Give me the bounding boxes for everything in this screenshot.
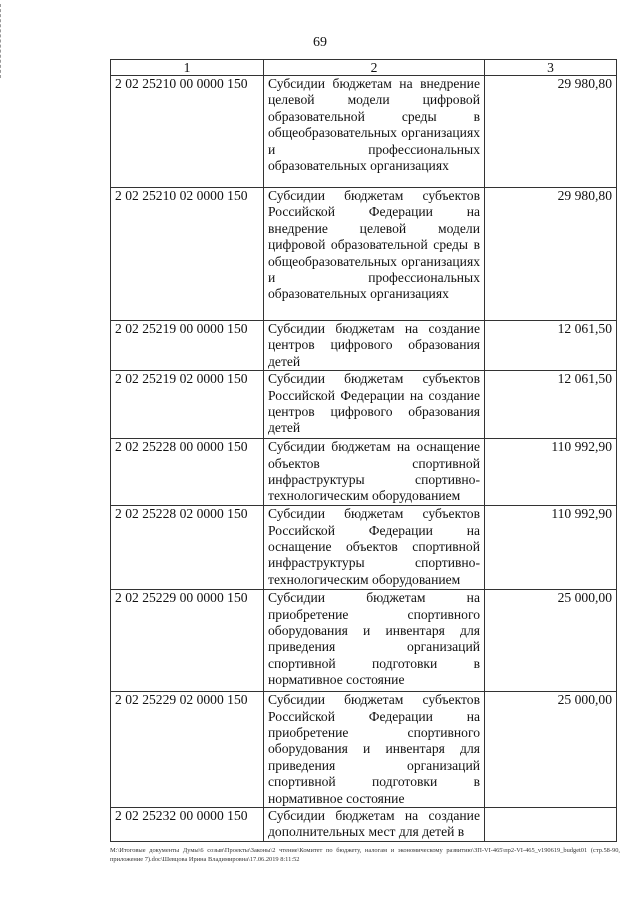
row-description: Субсидии бюджетам субъектов Российской Федерации на приобретение спортивного оборудования и инвентаря для приведения организаций спортивной подготовки в нормативное состояние: [264, 692, 485, 808]
row-code: 2 02 25210 00 0000 150: [111, 76, 264, 188]
row-description: Субсидии бюджетам субъектов Российской Федерации на создание центров цифрового образования детей: [264, 371, 485, 439]
table-row: [111, 692, 617, 808]
row-amount: 25 000,00: [485, 590, 617, 692]
row-code: 2 02 25228 00 0000 150: [111, 439, 264, 506]
row-description: Субсидии бюджетам на приобретение спортивного оборудования и инвентаря для приведения организаций спортивной подготовки в нормативное состояние: [264, 590, 485, 692]
row-code: 2 02 25219 02 0000 150: [111, 371, 264, 439]
table-row: [111, 506, 617, 590]
page-number: 69: [313, 35, 327, 50]
column-header-amount: 3: [485, 60, 617, 76]
row-code: 2 02 25228 02 0000 150: [111, 506, 264, 590]
row-code: 2 02 25232 00 0000 150: [111, 808, 264, 842]
row-amount: 110 992,90: [485, 439, 617, 506]
row-amount: 110 992,90: [485, 506, 617, 590]
row-amount: 25 000,00: [485, 692, 617, 808]
row-amount: 12 061,50: [485, 321, 617, 371]
row-description: Субсидии бюджетам на создание дополнительных мест для детей в: [264, 808, 485, 842]
table-row: [111, 439, 617, 506]
row-code: 2 02 25210 02 0000 150: [111, 188, 264, 321]
table-row: [111, 188, 617, 321]
table-row: [111, 321, 617, 371]
row-code: 2 02 25229 02 0000 150: [111, 692, 264, 808]
column-header-code: 1: [111, 60, 264, 76]
row-amount: 29 980,80: [485, 188, 617, 321]
document-path-footer: M:\Итоговые документы Думы\6 созыв\Проекты\Законы\2 чтение\Комитет по бюджету, налогам и экономическому развитию\ЗП-VI-465\пр2-VI-465_v190619_budget01 (стр.58-90, приложение 7).doc\Шевцова Ирина Владимировна\17.06.2019 8:11:52: [110, 847, 620, 863]
table-row: [111, 371, 617, 439]
row-amount: 12 061,50: [485, 371, 617, 439]
row-code: 2 02 25229 00 0000 150: [111, 590, 264, 692]
row-description: Субсидии бюджетам субъектов Российской Федерации на внедрение целевой модели цифровой образовательной среды в общеобразовательных организациях и профессиональных образовательных организациях: [264, 188, 485, 321]
row-code: 2 02 25219 00 0000 150: [111, 321, 264, 371]
budget-table: [110, 59, 617, 842]
column-header-description: 2: [264, 60, 485, 76]
row-description: Субсидии бюджетам на создание центров цифрового образования детей: [264, 321, 485, 371]
table-header-row: [111, 60, 617, 76]
row-amount: 29 980,80: [485, 76, 617, 188]
table-row: [111, 590, 617, 692]
row-description: Субсидии бюджетам на оснащение объектов спортивной инфраструктуры спортивно-технологическим оборудованием: [264, 439, 485, 506]
row-amount: [485, 808, 617, 842]
table-row: [111, 76, 617, 188]
row-description: Субсидии бюджетам субъектов Российской Федерации на оснащение объектов спортивной инфраструктуры спортивно-технологическим оборудованием: [264, 506, 485, 590]
row-description: Субсидии бюджетам на внедрение целевой модели цифровой образовательной среды в общеобразовательных организациях и профессиональных образовательных организациях: [264, 76, 485, 188]
table-row: [111, 808, 617, 842]
